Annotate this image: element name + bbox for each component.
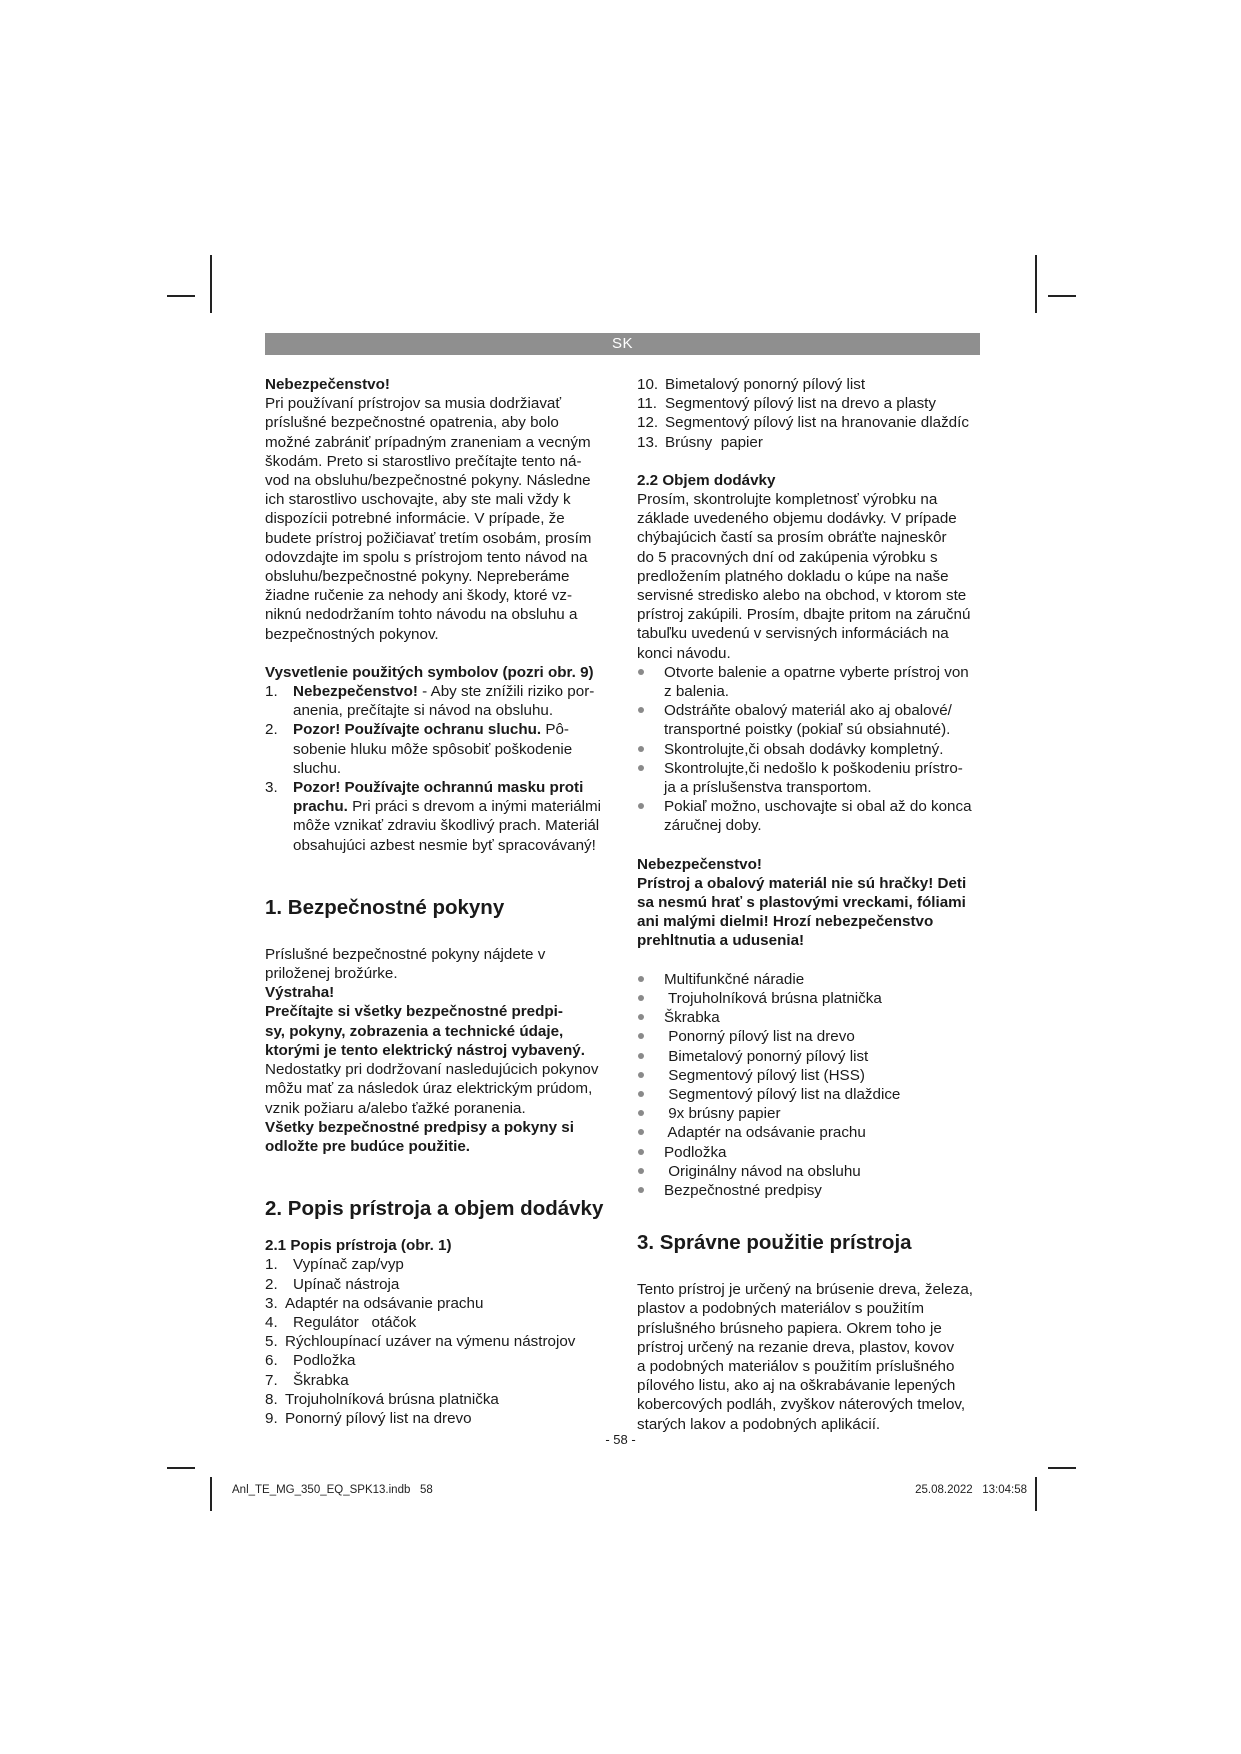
part-number: 12. — [637, 414, 659, 432]
contents-item: Originálny návod na obsluhu — [637, 1162, 982, 1181]
delivery-line: prístroj zakúpili. Prosím, dbajte pritom na záručnú — [637, 606, 971, 624]
part-text: Rýchloupínací uzáver na výmenu nástrojov — [285, 1333, 576, 1351]
part-item — [265, 1409, 610, 1428]
parts-list — [265, 1255, 610, 1428]
page-number: - 58 - — [605, 1432, 636, 1447]
danger-line: ich starostlivo uschovajte, aby ste mali vždy k — [265, 491, 571, 509]
contents-item: Podložka — [637, 1143, 982, 1162]
warning-bold-text: sy, pokyny, zobrazenia a technické údaje, — [265, 1022, 564, 1040]
symbol-number: 3. — [265, 779, 278, 797]
symbol-text: - Aby ste znížili riziko por- — [417, 683, 595, 701]
part-item — [265, 1390, 610, 1409]
part-text: Bimetalový ponorný pílový list — [665, 376, 866, 393]
danger-line: Pri používaní prístrojov sa musia dodržiavať — [265, 395, 562, 413]
contents-item: Ponorný pílový list na drevo — [637, 1027, 982, 1046]
part-item — [265, 1255, 610, 1274]
crop-mark-bottom-left-v — [210, 1477, 212, 1511]
use-line: plastov a podobných materiálov s použitím — [637, 1300, 925, 1318]
symbol-number: 2. — [265, 721, 278, 739]
crop-mark-top-left-h — [167, 295, 195, 297]
warning-text: vznik požiaru a/alebo ťažké poranenia. — [265, 1099, 526, 1117]
symbol-item — [265, 720, 610, 778]
warning-bold-text: ktorými je tento elektrický nástroj vybavený. — [265, 1041, 585, 1059]
part-item — [637, 413, 982, 432]
contents-item: Segmentový pílový list na dlaždice — [637, 1085, 982, 1104]
part-item — [265, 1351, 610, 1370]
delivery-line: predložením platného dokladu o kúpe na naše — [637, 567, 949, 585]
use-line: príslušného brúsneho papiera. Okrem toho je — [637, 1319, 942, 1337]
part-number: 4. — [265, 1313, 278, 1331]
danger-2-line: ani malými dielmi! Hrozí nebezpečenstvo — [637, 913, 934, 931]
part-text: Podložka — [293, 1352, 356, 1370]
left-column — [265, 375, 610, 1428]
part-number: 1. — [265, 1256, 278, 1274]
symbol-text: Pri práci s drevom a inými materiálmi — [347, 798, 602, 816]
part-text: Trojuholníková brúsna platnička — [285, 1390, 499, 1408]
danger-line: škodám. Preto si starostlivo prečítajte tento ná- — [265, 452, 582, 470]
delivery-step: Otvorte balenie a opatrne vyberte prístroj von z balenia. — [637, 663, 982, 701]
danger-line: príslušné bezpečnostné opatrenia, aby bolo — [265, 414, 559, 432]
danger-line: dispozícii potrebné informácie. V prípade, že — [265, 510, 565, 528]
use-line: kobercových podláh, zvyškov náterových tmelov, — [637, 1396, 966, 1414]
part-text: Regulátor otáčok — [293, 1313, 417, 1331]
delivery-step: Skontrolujte,či obsah dodávky kompletný. — [637, 740, 982, 759]
symbol-bold: Pozor! Používajte ochrannú masku proti prachu. — [293, 779, 584, 816]
section-1-intro: priloženej brožúrke. — [265, 965, 398, 983]
danger-line: niknú nedodržaním tohto návodu na obsluhu a — [265, 606, 578, 624]
part-number: 6. — [265, 1352, 278, 1370]
intended-use-text — [637, 1280, 982, 1434]
crop-mark-top-right-v — [1035, 255, 1037, 313]
part-text: Segmentový pílový list na drevo a plasty — [665, 395, 936, 413]
part-number: 11. — [637, 395, 657, 413]
contents-item: 9x brúsny papier — [637, 1104, 982, 1123]
contents-list — [637, 970, 982, 1200]
part-item — [637, 375, 982, 394]
symbol-text-cont: sobenie hluku môže spôsobiť poškodenie sluchu. — [293, 740, 573, 777]
part-item — [637, 394, 982, 413]
part-text: Adaptér na odsávanie prachu — [285, 1294, 484, 1312]
part-item — [265, 1294, 610, 1313]
language-header-bar — [265, 333, 980, 355]
delivery-steps-list — [637, 663, 982, 836]
part-text: Brúsny papier — [665, 433, 763, 451]
danger-2-title: Nebezpečenstvo! — [637, 855, 762, 873]
crop-mark-bottom-right-v — [1035, 1477, 1037, 1511]
use-line: pílového listu, ako aj na oškrabávanie lepených — [637, 1377, 956, 1395]
part-number: 10. — [637, 376, 659, 393]
symbol-bold: Nebezpečenstvo! — [293, 683, 418, 701]
symbol-number: 1. — [265, 683, 278, 701]
contents-item: Bezpečnostné predpisy — [637, 1181, 982, 1200]
symbol-bold: Pozor! Používajte ochranu sluchu. — [293, 721, 542, 739]
danger-line: vod na obsluhu/bezpečnostné pokyny. Následne — [265, 472, 591, 490]
symbols-title: Vysvetlenie použitých symbolov (pozri obr. 9) — [265, 663, 594, 681]
use-line: Tento prístroj je určený na brúsenie dreva, železa, — [637, 1281, 973, 1299]
parts-list-continued — [637, 375, 982, 452]
use-line: a podobných materiálov s použitím príslušného — [637, 1357, 955, 1375]
part-item — [265, 1275, 610, 1294]
part-text: Vypínač zap/vyp — [293, 1256, 404, 1274]
symbol-item — [265, 682, 610, 720]
warning-text: Nedostatky pri dodržovaní nasledujúcich pokynov — [265, 1061, 599, 1079]
danger-line: odovzdajte im spolu s prístrojom tento návod na — [265, 548, 588, 566]
danger-2-line: sa nesmú hrať s plastovými vreckami, fóliami — [637, 894, 966, 912]
contents-item: Adaptér na odsávanie prachu — [637, 1123, 982, 1142]
danger-2-line: prehltnutia a udusenia! — [637, 932, 805, 950]
delivery-text — [637, 490, 982, 663]
danger-title: Nebezpečenstvo! — [265, 376, 390, 393]
part-text: Ponorný pílový list na drevo — [285, 1409, 472, 1427]
part-number: 3. — [265, 1294, 278, 1312]
symbol-text-cont: môže vznikať zdraviu škodlivý prach. Materiál obsahujúci azbest nesmie byť spracovávaný! — [293, 817, 600, 854]
delivery-line: servisné stredisko alebo na obchod, v ktorom ste — [637, 587, 967, 605]
section-2-title: 2. Popis prístroja a objem dodávky — [265, 1197, 604, 1221]
symbol-text-cont: anenia, prečítajte si návod na obsluhu. — [293, 702, 554, 720]
delivery-step: Skontrolujte,či nedošlo k poškodeniu prístro- ja a príslušenstva transportom. — [637, 759, 982, 797]
delivery-line: Prosím, skontrolujte kompletnosť výrobku na — [637, 491, 938, 509]
danger-line: žiadne ručenie za nehody ani škody, ktoré vz- — [265, 587, 573, 605]
danger-line: obsluhu/bezpečnostné pokyny. Nepreberáme — [265, 568, 570, 586]
contents-item: Multifunkčné náradie — [637, 970, 982, 989]
contents-item: Trojuholníková brúsna platnička — [637, 989, 982, 1008]
warning-text: môžu mať za následok úraz elektrickým prúdom, — [265, 1080, 593, 1098]
danger-2-line: Prístroj a obalový materiál nie sú hračky! Deti — [637, 874, 967, 892]
part-number: 8. — [265, 1390, 278, 1408]
footer-file-name: Anl_TE_MG_350_EQ_SPK13.indb 58 — [232, 1484, 433, 1496]
symbols-list — [265, 682, 610, 855]
danger-line: bezpečnostných pokynov. — [265, 625, 439, 643]
crop-mark-top-left-v — [210, 255, 212, 313]
footer-timestamp: 25.08.2022 13:04:58 — [915, 1484, 1027, 1496]
part-text: Upínač nástroja — [293, 1275, 400, 1293]
part-number: 5. — [265, 1333, 278, 1351]
section-2-1-title: 2.1 Popis prístroja (obr. 1) — [265, 1237, 452, 1255]
crop-mark-bottom-right-h — [1048, 1467, 1076, 1469]
delivery-step: Pokiaľ možno, uschovajte si obal až do konca záručnej doby. — [637, 797, 982, 835]
part-text: Segmentový pílový list na hranovanie dlaždíc — [665, 414, 969, 432]
warning-bold-text: Prečítajte si všetky bezpečnostné predpi- — [265, 1003, 563, 1021]
section-1-title: 1. Bezpečnostné pokyny — [265, 895, 505, 919]
symbol-item — [265, 778, 610, 855]
danger-line: možné zabrániť prípadným zraneniam a vecným — [265, 433, 591, 451]
crop-mark-top-right-h — [1048, 295, 1076, 297]
part-item — [265, 1313, 610, 1332]
right-column — [637, 375, 982, 1434]
use-line: prístroj určený na rezanie dreva, plastov, kovov — [637, 1338, 955, 1356]
contents-item: Škrabka — [637, 1008, 982, 1027]
contents-item: Segmentový pílový list (HSS) — [637, 1066, 982, 1085]
warning-title: Výstraha! — [265, 984, 335, 1002]
use-line: starých lakov a podobných aplikácií. — [637, 1415, 881, 1433]
part-number: 13. — [637, 433, 659, 451]
part-number: 2. — [265, 1275, 278, 1293]
part-item — [265, 1332, 610, 1351]
crop-mark-bottom-left-h — [167, 1467, 195, 1469]
part-number: 9. — [265, 1409, 278, 1427]
section-1-intro: Príslušné bezpečnostné pokyny nájdete v — [265, 945, 546, 963]
delivery-line: chýbajúcich častí sa prosím obráťte najneskôr — [637, 529, 947, 547]
part-number: 7. — [265, 1371, 278, 1389]
delivery-step: Odstráňte obalový materiál ako aj obalové/ transportné poistky (pokiaľ sú obsiahnuté). — [637, 701, 982, 739]
danger-line: budete prístroj požičiavať tretím osobám, prosím — [265, 529, 592, 547]
keep-instructions: odložte pre budúce použitie. — [265, 1137, 471, 1155]
section-3-title: 3. Správne použitie prístroja — [637, 1231, 912, 1255]
delivery-line: do 5 pracovných dní od zakúpenia výrobku s — [637, 548, 938, 566]
contents-item: Bimetalový ponorný pílový list — [637, 1047, 982, 1066]
part-item — [265, 1371, 610, 1390]
part-item — [637, 433, 982, 452]
part-text: Škrabka — [293, 1371, 349, 1389]
section-2-2-title: 2.2 Objem dodávky — [637, 471, 776, 489]
delivery-line: tabuľku uvedenú v servisných informáciách na — [637, 625, 949, 643]
danger-text — [265, 394, 610, 644]
keep-instructions: Všetky bezpečnostné predpisy a pokyny si — [265, 1118, 574, 1136]
language-code: SK — [611, 335, 633, 352]
symbol-text: Pô- — [541, 721, 569, 739]
delivery-line: základe uvedeného objemu dodávky. V prípade — [637, 510, 957, 528]
delivery-line: konci návodu. — [637, 644, 731, 662]
